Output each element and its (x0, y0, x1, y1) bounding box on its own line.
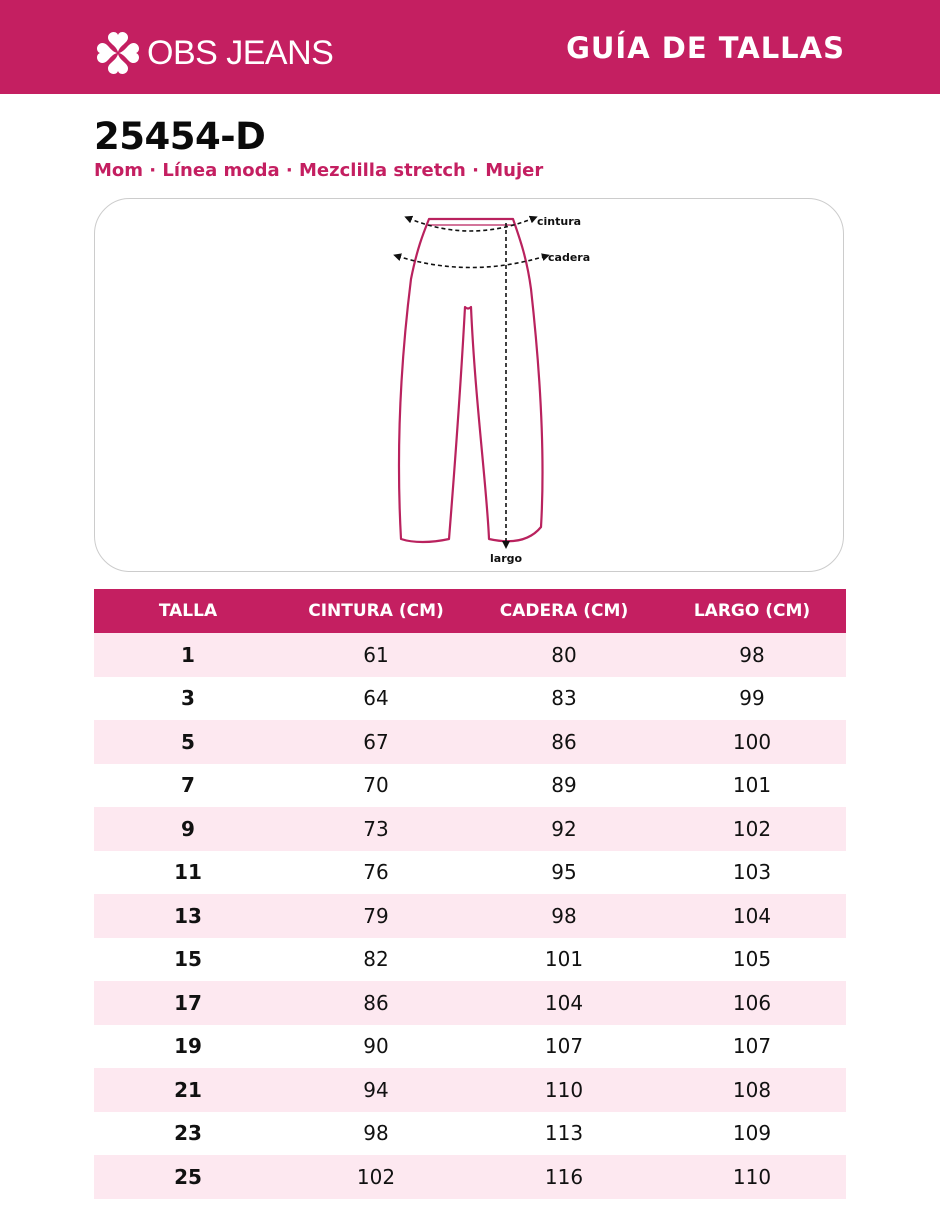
cell-talla: 3 (94, 677, 282, 721)
table-row (94, 938, 846, 982)
table-row (94, 1112, 846, 1156)
cell-cintura: 94 (282, 1068, 470, 1112)
cell-cadera: 113 (470, 1112, 658, 1156)
size-table (94, 589, 846, 1199)
cell-talla: 23 (94, 1112, 282, 1156)
header-cadera: CADERA (CM) (470, 589, 658, 633)
cell-cadera: 95 (470, 851, 658, 895)
cell-talla: 21 (94, 1068, 282, 1112)
cell-cintura: 82 (282, 938, 470, 982)
cell-cadera: 89 (470, 764, 658, 808)
cell-talla: 1 (94, 633, 282, 677)
cell-cadera: 116 (470, 1155, 658, 1199)
cell-talla: 9 (94, 807, 282, 851)
label-cadera: cadera (548, 251, 591, 264)
measurement-diagram (94, 198, 844, 572)
cell-talla: 5 (94, 720, 282, 764)
cell-largo: 101 (658, 764, 846, 808)
cell-cintura: 98 (282, 1112, 470, 1156)
label-cintura: cintura (537, 215, 582, 228)
cell-cadera: 98 (470, 894, 658, 938)
cell-largo: 107 (658, 1025, 846, 1069)
product-code: 25454-D (94, 115, 266, 158)
pants-outline (399, 219, 542, 542)
table-row (94, 720, 846, 764)
cell-largo: 105 (658, 938, 846, 982)
header-largo: LARGO (CM) (658, 589, 846, 633)
cell-talla: 11 (94, 851, 282, 895)
cell-talla: 25 (94, 1155, 282, 1199)
table-row (94, 981, 846, 1025)
brand-logo (95, 30, 333, 76)
cell-talla: 17 (94, 981, 282, 1025)
cell-cintura: 76 (282, 851, 470, 895)
cell-largo: 108 (658, 1068, 846, 1112)
cell-cintura: 86 (282, 981, 470, 1025)
table-row (94, 1068, 846, 1112)
cell-cadera: 86 (470, 720, 658, 764)
cell-cadera: 104 (470, 981, 658, 1025)
cell-cadera: 92 (470, 807, 658, 851)
table-header-row (94, 589, 846, 633)
cell-cintura: 102 (282, 1155, 470, 1199)
table-row (94, 807, 846, 851)
cell-largo: 104 (658, 894, 846, 938)
table-row (94, 851, 846, 895)
cell-cintura: 79 (282, 894, 470, 938)
cell-largo: 99 (658, 677, 846, 721)
cell-largo: 102 (658, 807, 846, 851)
label-largo: largo (490, 552, 523, 565)
cell-cintura: 64 (282, 677, 470, 721)
header-talla: TALLA (94, 589, 282, 633)
product-subtitle: Mom · Línea moda · Mezclilla stretch · Mujer (94, 160, 544, 181)
cell-largo: 106 (658, 981, 846, 1025)
table-row (94, 1025, 846, 1069)
cell-cadera: 80 (470, 633, 658, 677)
cell-largo: 98 (658, 633, 846, 677)
table-row (94, 894, 846, 938)
cell-cintura: 73 (282, 807, 470, 851)
cell-largo: 110 (658, 1155, 846, 1199)
cell-talla: 15 (94, 938, 282, 982)
table-row (94, 1155, 846, 1199)
header-bar (0, 0, 940, 94)
table-row (94, 677, 846, 721)
cell-cintura: 67 (282, 720, 470, 764)
table-row (94, 633, 846, 677)
cell-cintura: 90 (282, 1025, 470, 1069)
cell-largo: 103 (658, 851, 846, 895)
cell-talla: 13 (94, 894, 282, 938)
page-title: GUÍA DE TALLAS (566, 31, 845, 65)
cell-cadera: 83 (470, 677, 658, 721)
header-cintura: CINTURA (CM) (282, 589, 470, 633)
cell-largo: 109 (658, 1112, 846, 1156)
cell-cintura: 70 (282, 764, 470, 808)
clover-heart-icon (95, 30, 141, 76)
cell-cadera: 107 (470, 1025, 658, 1069)
cell-largo: 100 (658, 720, 846, 764)
cell-cintura: 61 (282, 633, 470, 677)
brand-name: OBS JEANS (147, 34, 334, 72)
table-row (94, 764, 846, 808)
cell-talla: 7 (94, 764, 282, 808)
cell-cadera: 110 (470, 1068, 658, 1112)
cell-talla: 19 (94, 1025, 282, 1069)
cell-cadera: 101 (470, 938, 658, 982)
